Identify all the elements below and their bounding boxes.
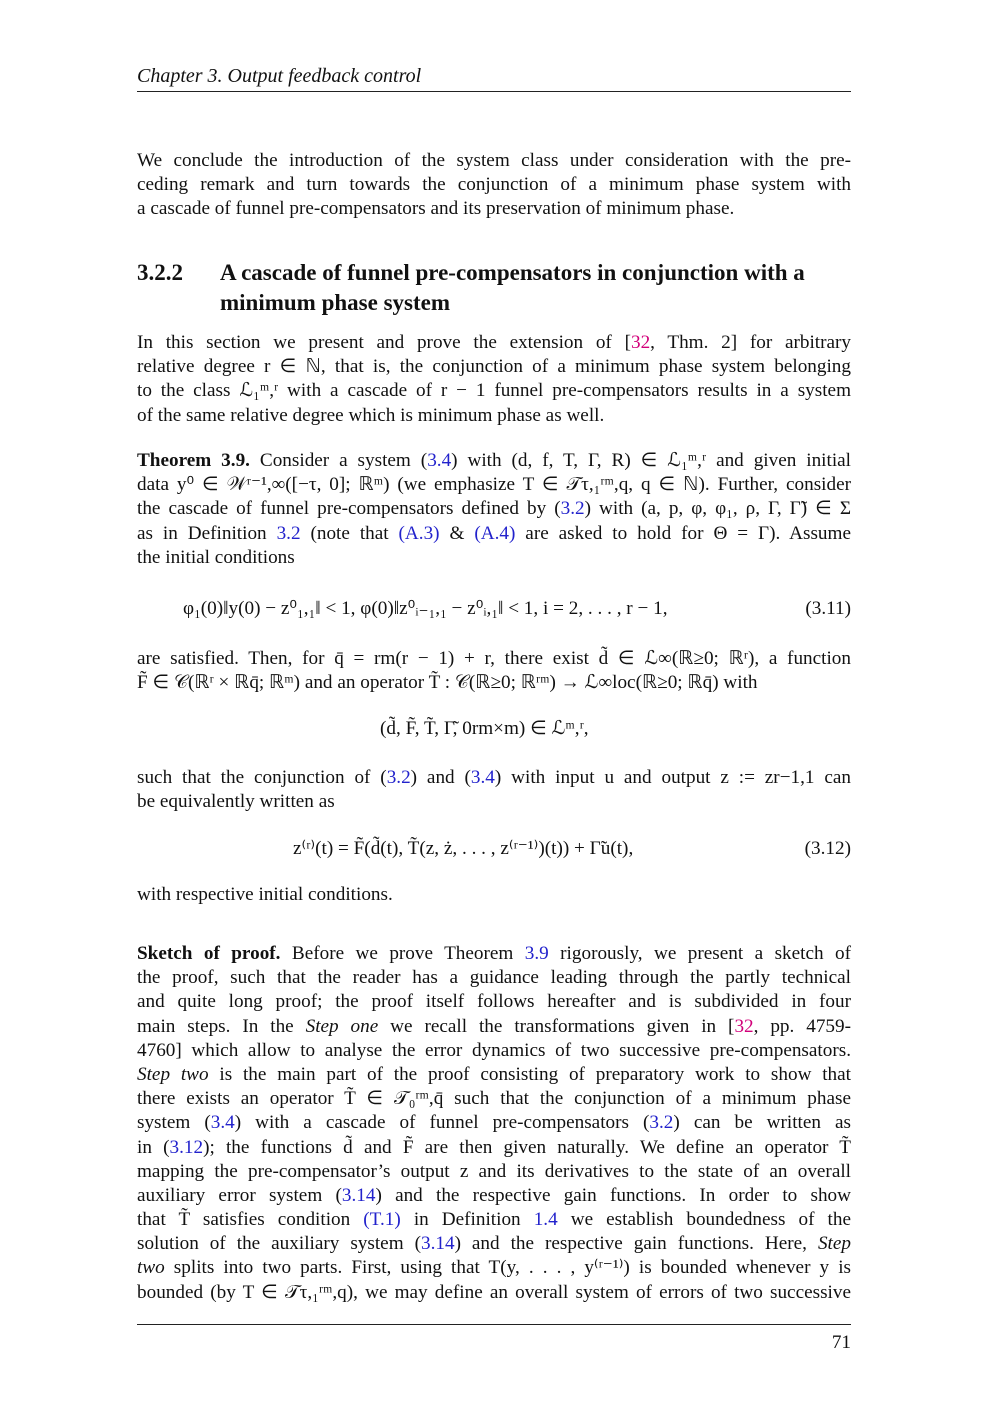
running-head: Chapter 3. Output feedback control xyxy=(137,65,422,87)
citation-link[interactable]: 32 xyxy=(630,332,651,353)
text-line: two splits into two parts. First, using that T(y, . . . , y⁽ʳ⁻¹⁾) is bounded whenever y is xyxy=(137,1257,851,1279)
text-line: ceding remark and turn towards the conjunction of a minimum phase system with xyxy=(137,174,851,196)
text-line: solution of the auxiliary system (3.14) and the respective gain functions. Here, Step xyxy=(137,1233,851,1255)
header-rule xyxy=(137,91,851,92)
equation-ref-link[interactable]: 3.2 xyxy=(560,498,585,520)
equation-ref-link[interactable]: 3.4 xyxy=(470,767,495,788)
citation-link[interactable]: 32 xyxy=(734,1015,754,1037)
text-line: mapping the pre-compensator’s output z and its derivatives to the state of an overall xyxy=(137,1160,851,1182)
equation-3-11: φ₁(0)‖y(0) − z⁰₁,₁‖ < 1, φ(0)‖z⁰ᵢ₋₁,₁ − z⁰ᵢ,₁‖ < 1, i = 2, . . . , r − 1, xyxy=(183,598,668,619)
text-line: relative degree r ∈ ℕ, that is, the conjunction of a minimum phase system belonging xyxy=(137,356,851,378)
equation-ref-link[interactable]: 3.14 xyxy=(341,1184,376,1206)
text-line: of the same relative degree which is minimum phase as well. xyxy=(137,404,605,426)
text-line: with respective initial conditions. xyxy=(137,884,393,905)
text-line: a cascade of funnel pre-compensators and its preservation of minimum phase. xyxy=(137,198,735,220)
equation-ref-link[interactable]: 3.4 xyxy=(210,1112,235,1134)
text-line: F̃ ∈ 𝒞(ℝʳ × ℝq̄; ℝᵐ) and an operator T̃ : 𝒞(ℝ≥0; ℝʳᵐ) → ℒ∞loc(ℝ≥0; ℝq̄) with xyxy=(137,672,758,694)
equation-ref-link[interactable]: 3.12 xyxy=(169,1136,204,1158)
text-line: data y⁰ ∈ 𝒲ʳ⁻¹,∞([−τ, 0]; ℝᵐ) (we emphasize T ∈ 𝒯τ,₁ʳᵐ,q, q ∈ ℕ). Further, consider xyxy=(137,474,851,496)
equation-number: (3.12) xyxy=(804,838,851,859)
text-line: main steps. In the Step one we recall the transformations given in [32, pp. 4759- xyxy=(137,1015,851,1037)
text-line: 4760] which allow to analyse the error dynamics of two successive pre-compensators. xyxy=(137,1039,851,1061)
page-number: 71 xyxy=(831,1332,851,1353)
sketch-label: Sketch of proof. xyxy=(137,943,281,964)
text-line: system (3.4) with a cascade of funnel pre-compensators (3.2) can be written as xyxy=(137,1112,851,1134)
text-line: that T̃ satisfies condition (T.1) in Definition 1.4 we establish boundedness of the xyxy=(137,1209,851,1231)
section-number: 3.2.2 xyxy=(137,260,183,285)
text-line: auxiliary error system (3.14) and the respective gain functions. In order to show xyxy=(137,1184,851,1206)
intro-paragraph xyxy=(137,149,851,222)
text-line: the cascade of funnel pre-compensators defined by (3.2) with (a, p, φ, φ₁, ρ, Γ, Γ̃) ∈ Σ xyxy=(137,498,851,520)
sketch-of-proof xyxy=(137,942,851,1305)
assumption-ref-link[interactable]: (A.4) xyxy=(474,522,516,544)
text-line: In this section we present and prove the extension of [32, Thm. 2] for arbitrary xyxy=(137,332,851,353)
text-line: there exists an operator T̃ ∈ 𝒯₀ʳᵐ,q̄ such that the conjunction of a minimum phase xyxy=(137,1088,851,1110)
definition-ref-link[interactable]: 1.4 xyxy=(533,1209,558,1231)
text-line: in (3.12); the functions d̃ and F̃ are then given naturally. We define an operator T̃ xyxy=(137,1136,851,1158)
text-line: and quite long proof; the proof itself follows hereafter and is subdivided in four xyxy=(137,991,851,1013)
equation-3-12: z⁽ʳ⁾(t) = F̃(d̃(t), T̃(z, ż, . . . , z⁽ʳ⁻¹⁾)(t)) + Γ̃u(t), xyxy=(293,838,634,859)
equation-ref-link[interactable]: 3.2 xyxy=(386,767,411,788)
equation-class-membership: (d̃, F̃, T̃, Γ̃, 0rm×m) ∈ ℒᵐ,ʳ, xyxy=(380,718,589,739)
text-line: Theorem 3.9. Consider a system (3.4) with (d, f, T, Γ, R) ∈ ℒ₁ᵐ,ʳ and given initial xyxy=(137,450,852,471)
text-line: Step two is the main part of the proof consisting of preparatory work to show that xyxy=(137,1063,851,1085)
text-line: are satisfied. Then, for q̄ = rm(r − 1) + r, there exist d̃ ∈ ℒ∞(ℝ≥0; ℝʳ), a function xyxy=(137,648,851,669)
theorem-block xyxy=(137,449,851,570)
theorem-end xyxy=(137,883,851,907)
theorem-continuation xyxy=(137,647,851,695)
text-line: as in Definition 3.2 (note that (A.3) & (A.4) are asked to hold for Θ = Γ). Assume xyxy=(137,522,851,544)
text-line: the proof, such that the reader has a guidance leading through the partly technical xyxy=(137,967,851,989)
equation-ref-link[interactable]: 3.4 xyxy=(427,450,452,471)
equation-ref-link[interactable]: 3.2 xyxy=(649,1112,674,1134)
footer-rule xyxy=(137,1324,851,1325)
condition-ref-link[interactable]: (T.1) xyxy=(363,1209,401,1231)
text-line: bounded (by T ∈ 𝒯τ,₁ʳᵐ,q), we may define an overall system of errors of two successive xyxy=(137,1281,851,1303)
definition-ref-link[interactable]: 3.2 xyxy=(276,522,301,544)
theorem-ref-link[interactable]: 3.9 xyxy=(524,943,549,964)
section-title: A cascade of funnel pre-compensators in conjunction with a minimum phase system xyxy=(220,260,805,315)
equation-ref-link[interactable]: 3.14 xyxy=(420,1233,455,1255)
theorem-label: Theorem 3.9. xyxy=(137,450,250,471)
text-line: be equivalently written as xyxy=(137,791,335,813)
text-line: to the class ℒ₁ᵐ,ʳ with a cascade of r − 1 funnel pre-compensators results in a system xyxy=(137,380,851,402)
assumption-ref-link[interactable]: (A.3) xyxy=(398,522,440,544)
text-line: Sketch of proof. Before we prove Theorem 3.9 rigorously, we present a sketch of xyxy=(137,943,851,964)
section-intro-paragraph xyxy=(137,331,851,428)
theorem-continuation-2 xyxy=(137,766,851,814)
text-line: We conclude the introduction of the system class under consideration with the pre- xyxy=(137,150,851,171)
text-line: the initial conditions xyxy=(137,546,295,568)
text-line: such that the conjunction of (3.2) and (3.4) with input u and output z := zr−1,1 can xyxy=(137,767,851,788)
equation-number: (3.11) xyxy=(805,598,851,619)
